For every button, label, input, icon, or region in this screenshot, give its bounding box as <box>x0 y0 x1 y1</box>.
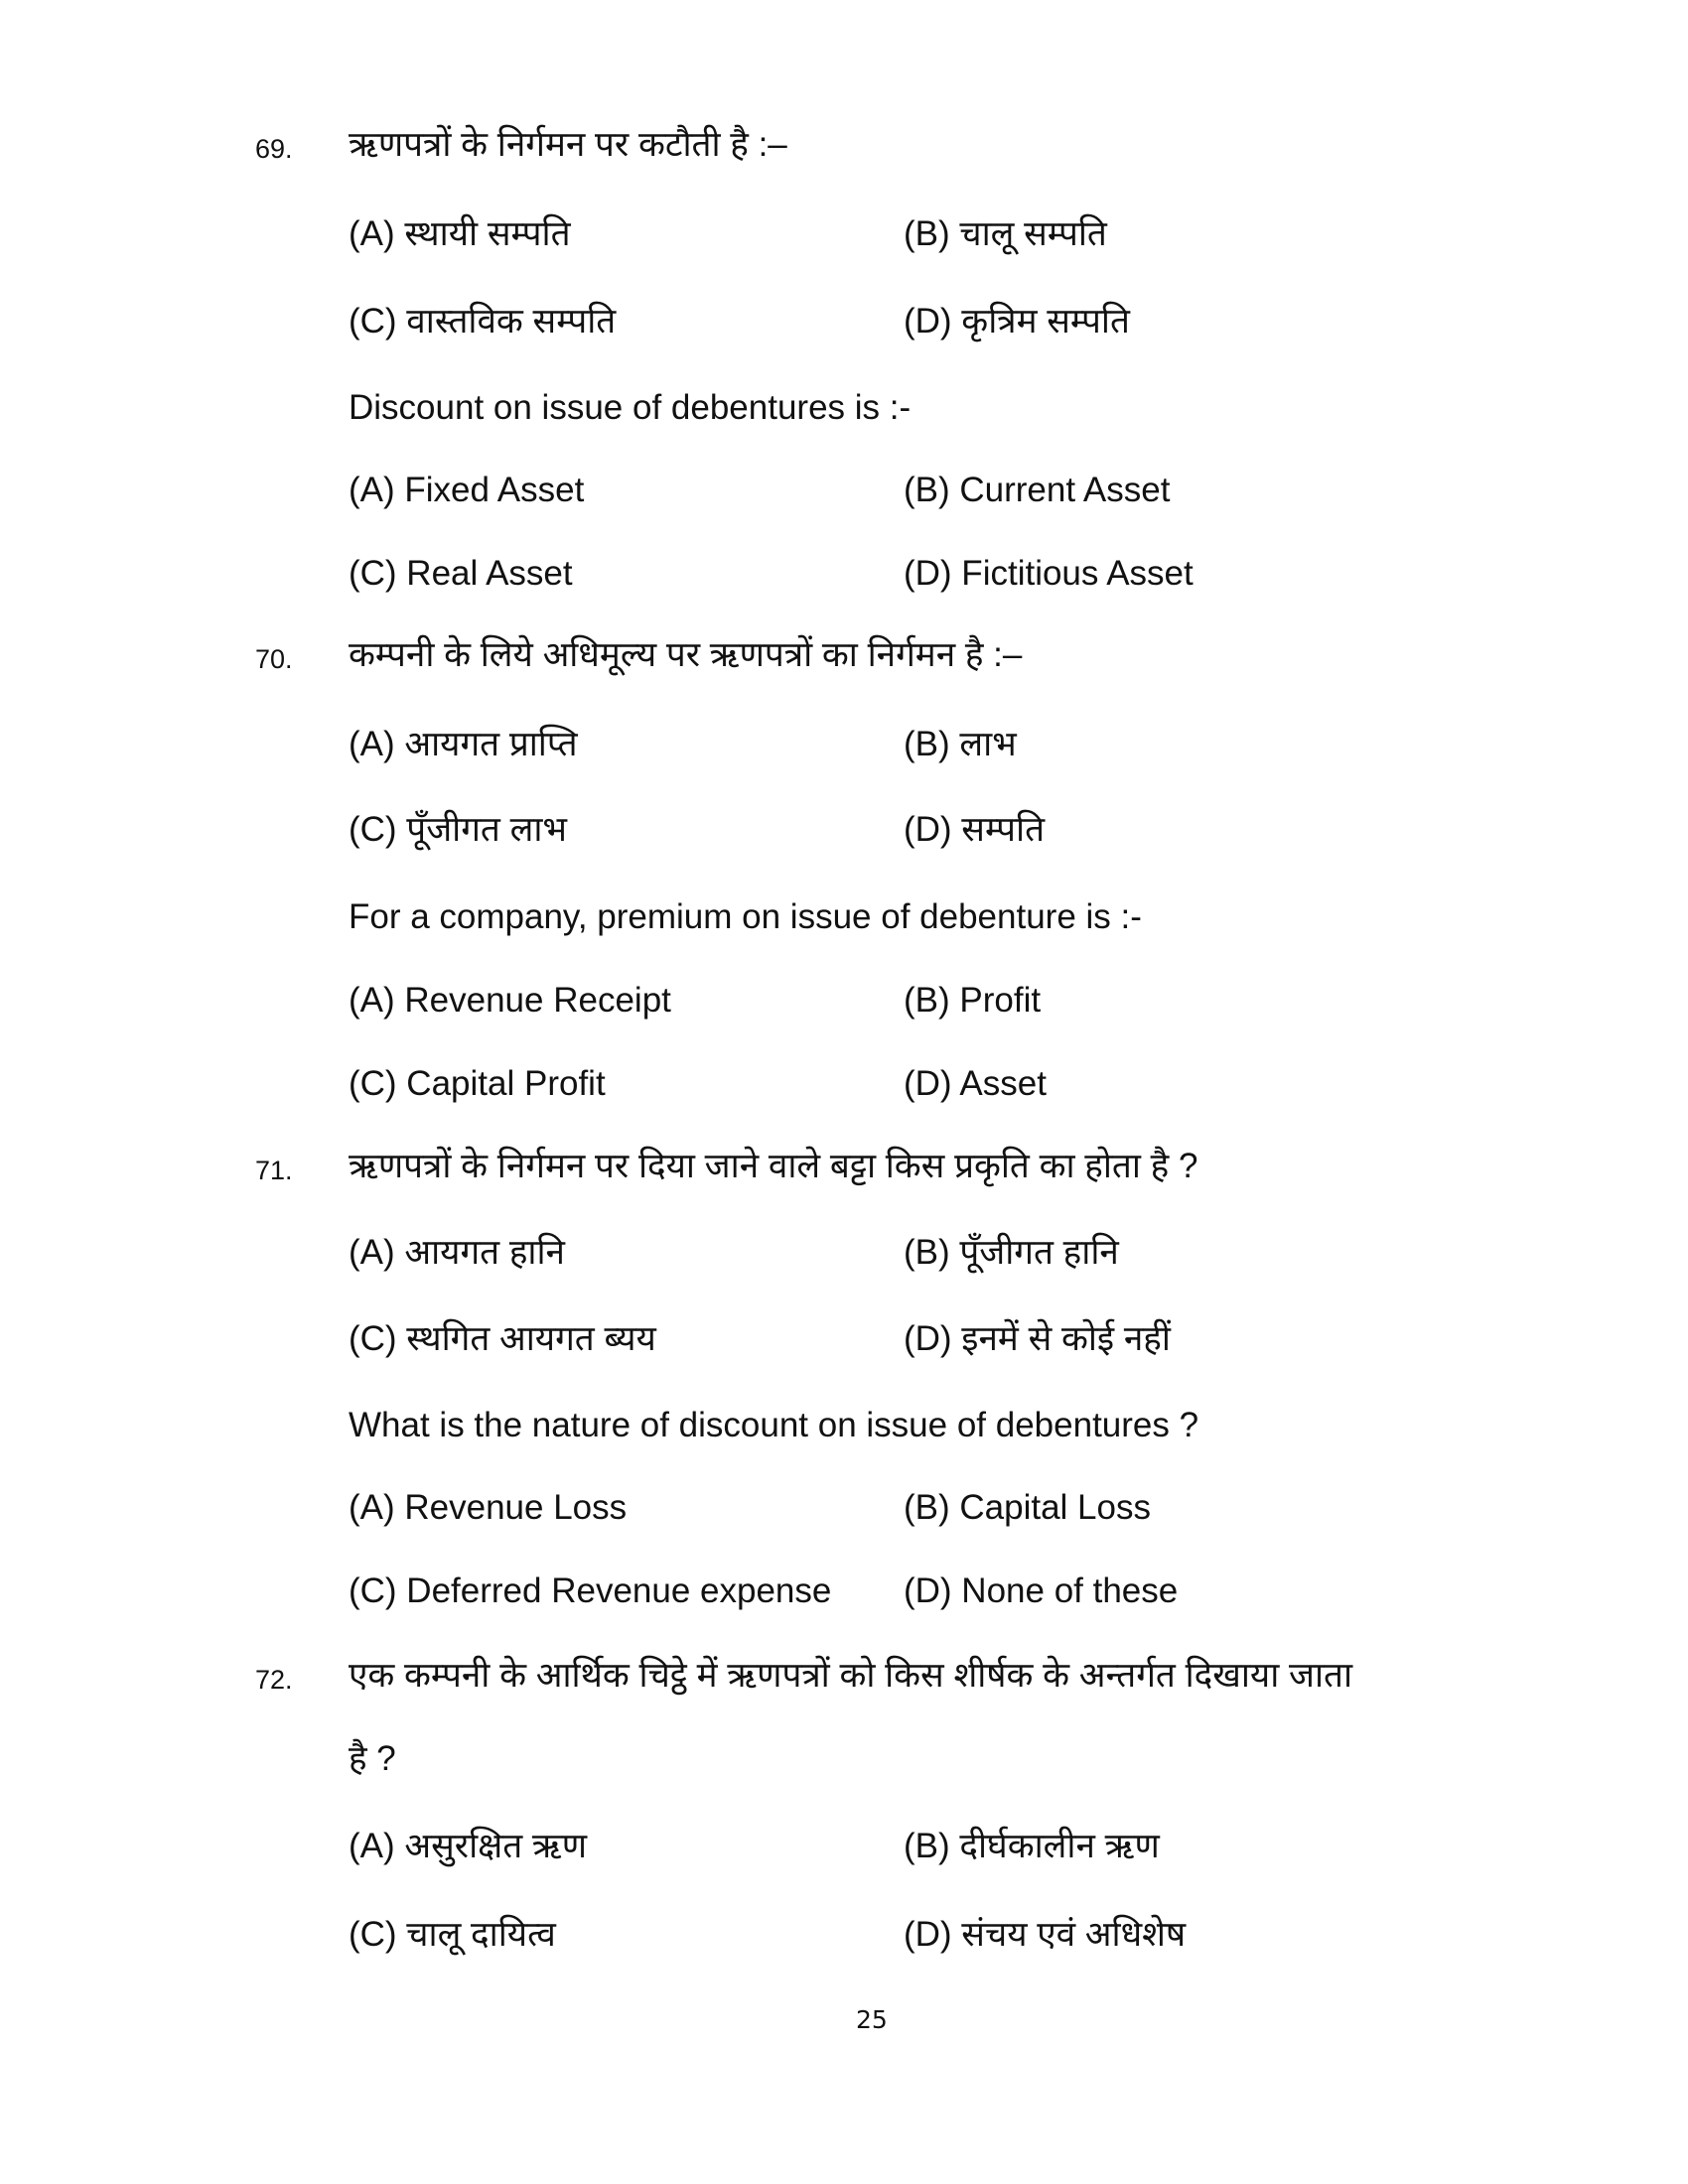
question-text-hindi: कम्पनी के लिये अधिमूल्य पर ऋणपत्रों का निर्गमन है :– <box>349 635 1023 674</box>
question-text-english: What is the nature of discount on issue of debentures ? <box>349 1406 1199 1444</box>
option-c: (C) Real Asset <box>349 554 573 593</box>
option-b: (B) Profit <box>904 981 1042 1020</box>
option-c: (C) चालू दायित्व <box>349 1915 556 1954</box>
option-c: (C) Capital Profit <box>349 1064 606 1103</box>
option-b: (B) पूँजीगत हानि <box>904 1233 1119 1272</box>
option-b: (B) चालू सम्पति <box>904 214 1107 253</box>
option-d: (D) संचय एवं अधिशेष <box>904 1915 1187 1954</box>
question-text-hindi: ऋणपत्रों के निर्गमन पर दिया जाने वाले बट्टा किस प्रकृति का होता है ? <box>349 1147 1198 1185</box>
option-d: (D) None of these <box>904 1571 1179 1610</box>
question-text-hindi: एक कम्पनी के आर्थिक चिट्ठे में ऋणपत्रों को किस शीर्षक के अन्तर्गत दिखाया जाता <box>349 1656 1353 1695</box>
question-text-hindi-continued: है ? <box>349 1739 396 1778</box>
option-b: (B) लाभ <box>904 725 1017 763</box>
option-a: (A) आयगत हानि <box>349 1233 565 1272</box>
option-a: (A) आयगत प्राप्ति <box>349 725 578 763</box>
page-number: 25 <box>856 2005 888 2034</box>
option-a: (A) Revenue Receipt <box>349 981 671 1020</box>
option-d: (D) Asset <box>904 1064 1047 1103</box>
question-number: 71. <box>255 1156 293 1185</box>
question-number: 70. <box>255 644 293 674</box>
option-a: (A) Fixed Asset <box>349 471 585 509</box>
option-d: (D) कृत्रिम सम्पति <box>904 302 1130 341</box>
question-number: 69. <box>255 134 293 164</box>
option-c: (C) स्थगित आयगत ब्यय <box>349 1319 656 1358</box>
question-number: 72. <box>255 1665 293 1695</box>
option-a: (A) स्थायी सम्पति <box>349 214 571 253</box>
option-c: (C) वास्तविक सम्पति <box>349 302 617 341</box>
option-b: (B) Current Asset <box>904 471 1171 509</box>
option-d: (D) Fictitious Asset <box>904 554 1194 593</box>
option-a: (A) असुरक्षित ऋण <box>349 1827 588 1865</box>
option-d: (D) इनमें से कोई नहीं <box>904 1319 1171 1358</box>
option-c: (C) पूँजीगत लाभ <box>349 810 568 849</box>
option-d: (D) सम्पति <box>904 810 1046 849</box>
option-b: (B) दीर्घकालीन ऋण <box>904 1827 1160 1865</box>
question-text-hindi: ऋणपत्रों के निर्गमन पर कटौती है :– <box>349 125 787 164</box>
question-text-english: Discount on issue of debentures is :- <box>349 388 912 427</box>
option-a: (A) Revenue Loss <box>349 1488 628 1527</box>
option-c: (C) Deferred Revenue expense <box>349 1571 832 1610</box>
question-text-english: For a company, premium on issue of debenture is :- <box>349 897 1142 936</box>
option-b: (B) Capital Loss <box>904 1488 1151 1527</box>
